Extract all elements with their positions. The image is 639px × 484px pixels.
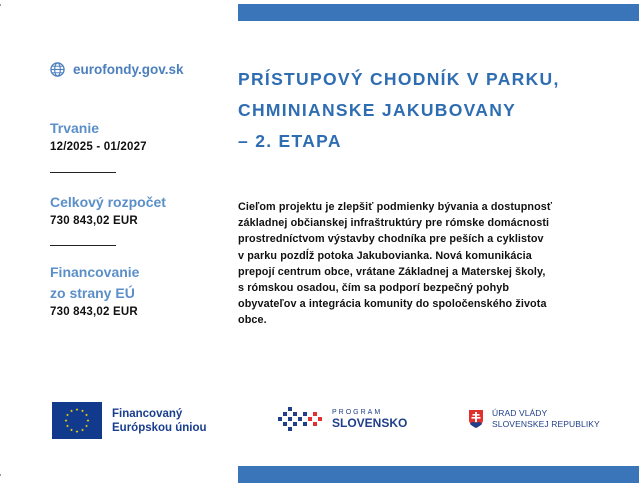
eu-logo-line: Financovaný: [112, 407, 183, 420]
title-line: PRÍSTUPOVÝ CHODNÍK V PARKU,: [238, 69, 560, 89]
duration-label: Trvanie: [50, 120, 100, 136]
urad-vlady-line: SLOVENSKEJ REPUBLIKY: [492, 418, 600, 429]
divider: [50, 245, 116, 246]
website-link[interactable]: [50, 62, 230, 77]
section-duration: [50, 118, 230, 155]
project-info-column: [50, 62, 230, 320]
globe-icon: [50, 62, 65, 77]
eu-logo-line: Európskou úniou: [112, 421, 207, 434]
urad-vlady-text: [492, 408, 600, 429]
bottom-accent-bar: [238, 466, 639, 483]
description-line: obce.: [238, 314, 267, 327]
urad-vlady-line: ÚRAD VLÁDY: [492, 408, 548, 418]
eu-funding-label-line2: zo strany EÚ: [50, 285, 135, 301]
urad-vlady-logo: [468, 408, 600, 429]
description-line: v parku pozdĺž potoka Jakubovianka. Nová komunikácia: [238, 249, 532, 262]
description-line: obyvateľov a integrácia komunity do spoločenského života: [238, 298, 547, 311]
title-line: CHMINIANSKE JAKUBOVANY: [238, 100, 517, 120]
divider: [50, 172, 116, 173]
crop-mark: [0, 474, 1, 476]
description-line: prostredníctvom výstavby chodníka pre peších a cyklistov: [238, 233, 544, 246]
program-label: PROGRAM: [332, 409, 383, 416]
project-description: [238, 199, 606, 329]
crop-mark: [0, 4, 1, 6]
program-slovensko-text: [332, 408, 407, 430]
program-slovensko-mark-icon: [276, 405, 324, 433]
title-line: – 2. ETAPA: [238, 131, 342, 151]
eu-funding-label-line1: Financovanie: [50, 264, 140, 280]
slovak-crest-icon: [468, 409, 484, 429]
description-line: prepojí centrum obce, vrátane Základnej a Materskej školy,: [238, 265, 546, 278]
project-title: [238, 64, 618, 157]
eu-flag-icon: [52, 402, 102, 439]
eu-logo: [52, 401, 234, 440]
eu-logo-text: [112, 407, 207, 435]
duration-value: 12/2025 - 01/2027: [50, 141, 147, 153]
section-total-budget: [50, 192, 230, 229]
section-eu-funding: [50, 262, 230, 320]
description-line: Cieľom projektu je zlepšiť podmienky bývania a dostupnosť: [238, 201, 553, 213]
description-line: s rómskou osadou, čím sa podporí bezpečný pohyb: [238, 282, 510, 295]
total-budget-label: Celkový rozpočet: [50, 194, 166, 210]
description-line: základnej občianskej infraštruktúry pre rómske domácnosti: [238, 217, 550, 230]
total-budget-value: 730 843,02 EUR: [50, 215, 138, 227]
eu-funding-value: 730 843,02 EUR: [50, 306, 138, 318]
top-accent-bar: [238, 4, 639, 21]
website-text: eurofondy.gov.sk: [73, 62, 184, 77]
slovensko-label: SLOVENSKO: [332, 416, 408, 430]
program-slovensko-logo: [276, 405, 407, 433]
